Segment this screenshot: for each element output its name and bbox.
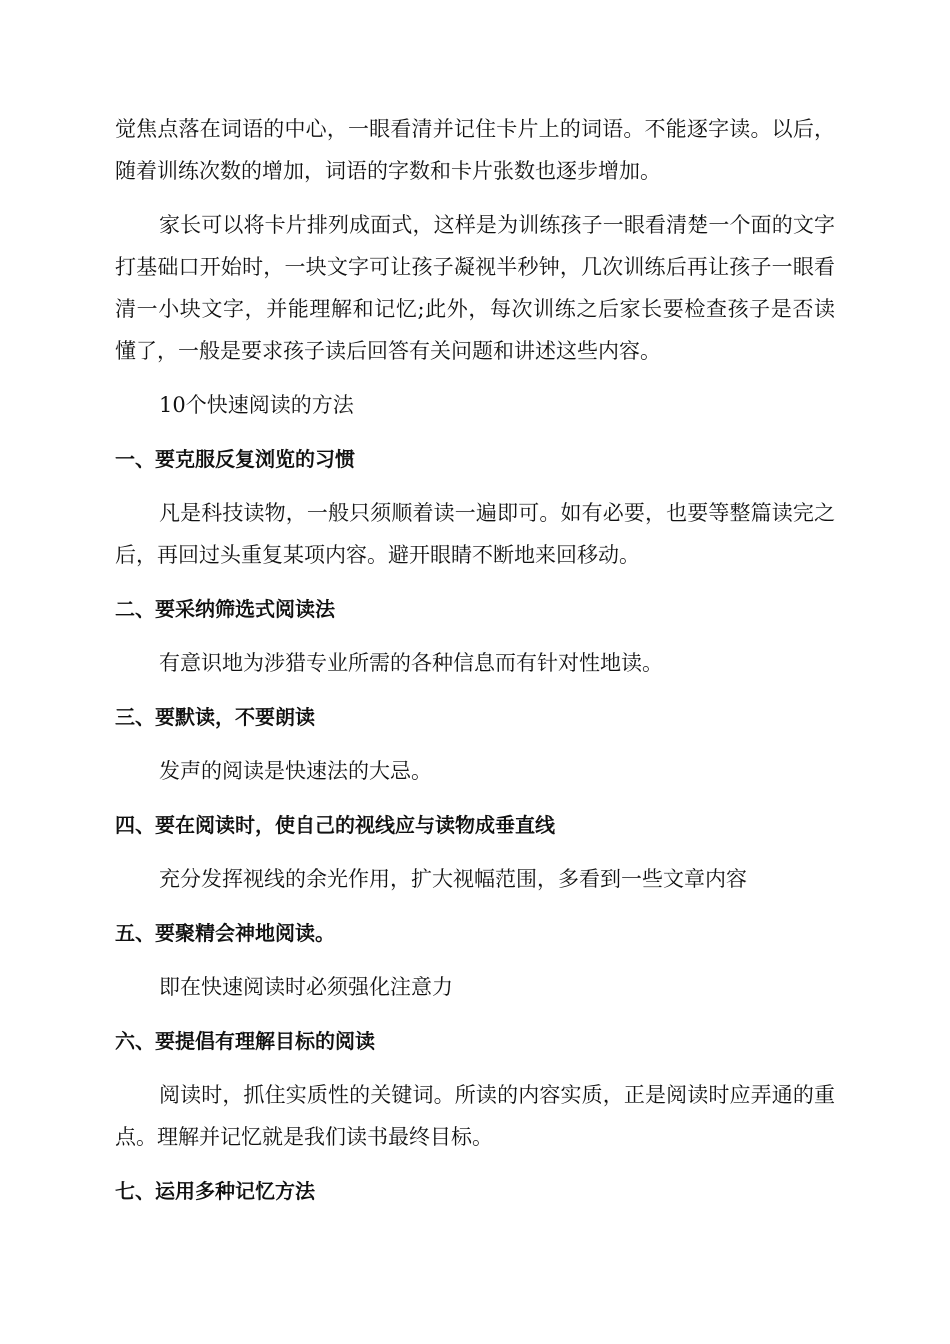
section-heading-2: 二、要采纳筛选式阅读法 xyxy=(115,597,335,621)
section-heading-5: 五、要聚精会神地阅读。 xyxy=(115,921,335,945)
section-heading-6: 六、要提倡有理解目标的阅读 xyxy=(115,1029,375,1053)
section-heading-7: 七、运用多种记忆方法 xyxy=(115,1179,315,1203)
section-heading-1: 一、要克服反复浏览的习惯 xyxy=(115,447,355,471)
list-title: 10个快速阅读的方法 xyxy=(159,393,354,417)
section-heading-4: 四、要在阅读时，使自己的视线应与读物成垂直线 xyxy=(115,813,555,837)
section-body-3: 发声的阅读是快速法的大忌。 xyxy=(159,759,432,783)
section-body-5: 即在快速阅读时必须强化注意力 xyxy=(159,975,453,999)
paragraph-card-focus: 觉焦点落在词语的中心，一眼看清并记住卡片上的词语。不能逐字读。以后，随着训练次数的增加，词语的字数和卡片张数也逐步增加。 xyxy=(115,117,835,183)
paragraph-card-arrangement: 家长可以将卡片排列成面式，这样是为训练孩子一眼看清楚一个面的文字打基础口开始时，一块文字可让孩子凝视半秒钟，几次训练后再让孩子一眼看清一小块文字，并能理解和记忆;此外，每次训练之后家长要检查孩子是否读懂了，一般是要求孩子读后回答有关问题和讲述这些内容。 xyxy=(115,213,835,363)
section-body-6: 阅读时，抓住实质性的关键词。所读的内容实质，正是阅读时应弄通的重点。理解并记忆就是我们读书最终目标。 xyxy=(115,1083,835,1149)
section-heading-3: 三、要默读，不要朗读 xyxy=(115,705,315,729)
document-body xyxy=(115,108,835,1212)
section-body-4: 充分发挥视线的余光作用，扩大视幅范围，多看到一些文章内容 xyxy=(159,867,747,891)
section-body-2: 有意识地为涉猎专业所需的各种信息而有针对性地读。 xyxy=(159,651,663,675)
section-body-1: 凡是科技读物，一般只须顺着读一遍即可。如有必要，也要等整篇读完之后，再回过头重复某项内容。避开眼睛不断地来回移动。 xyxy=(115,501,835,567)
